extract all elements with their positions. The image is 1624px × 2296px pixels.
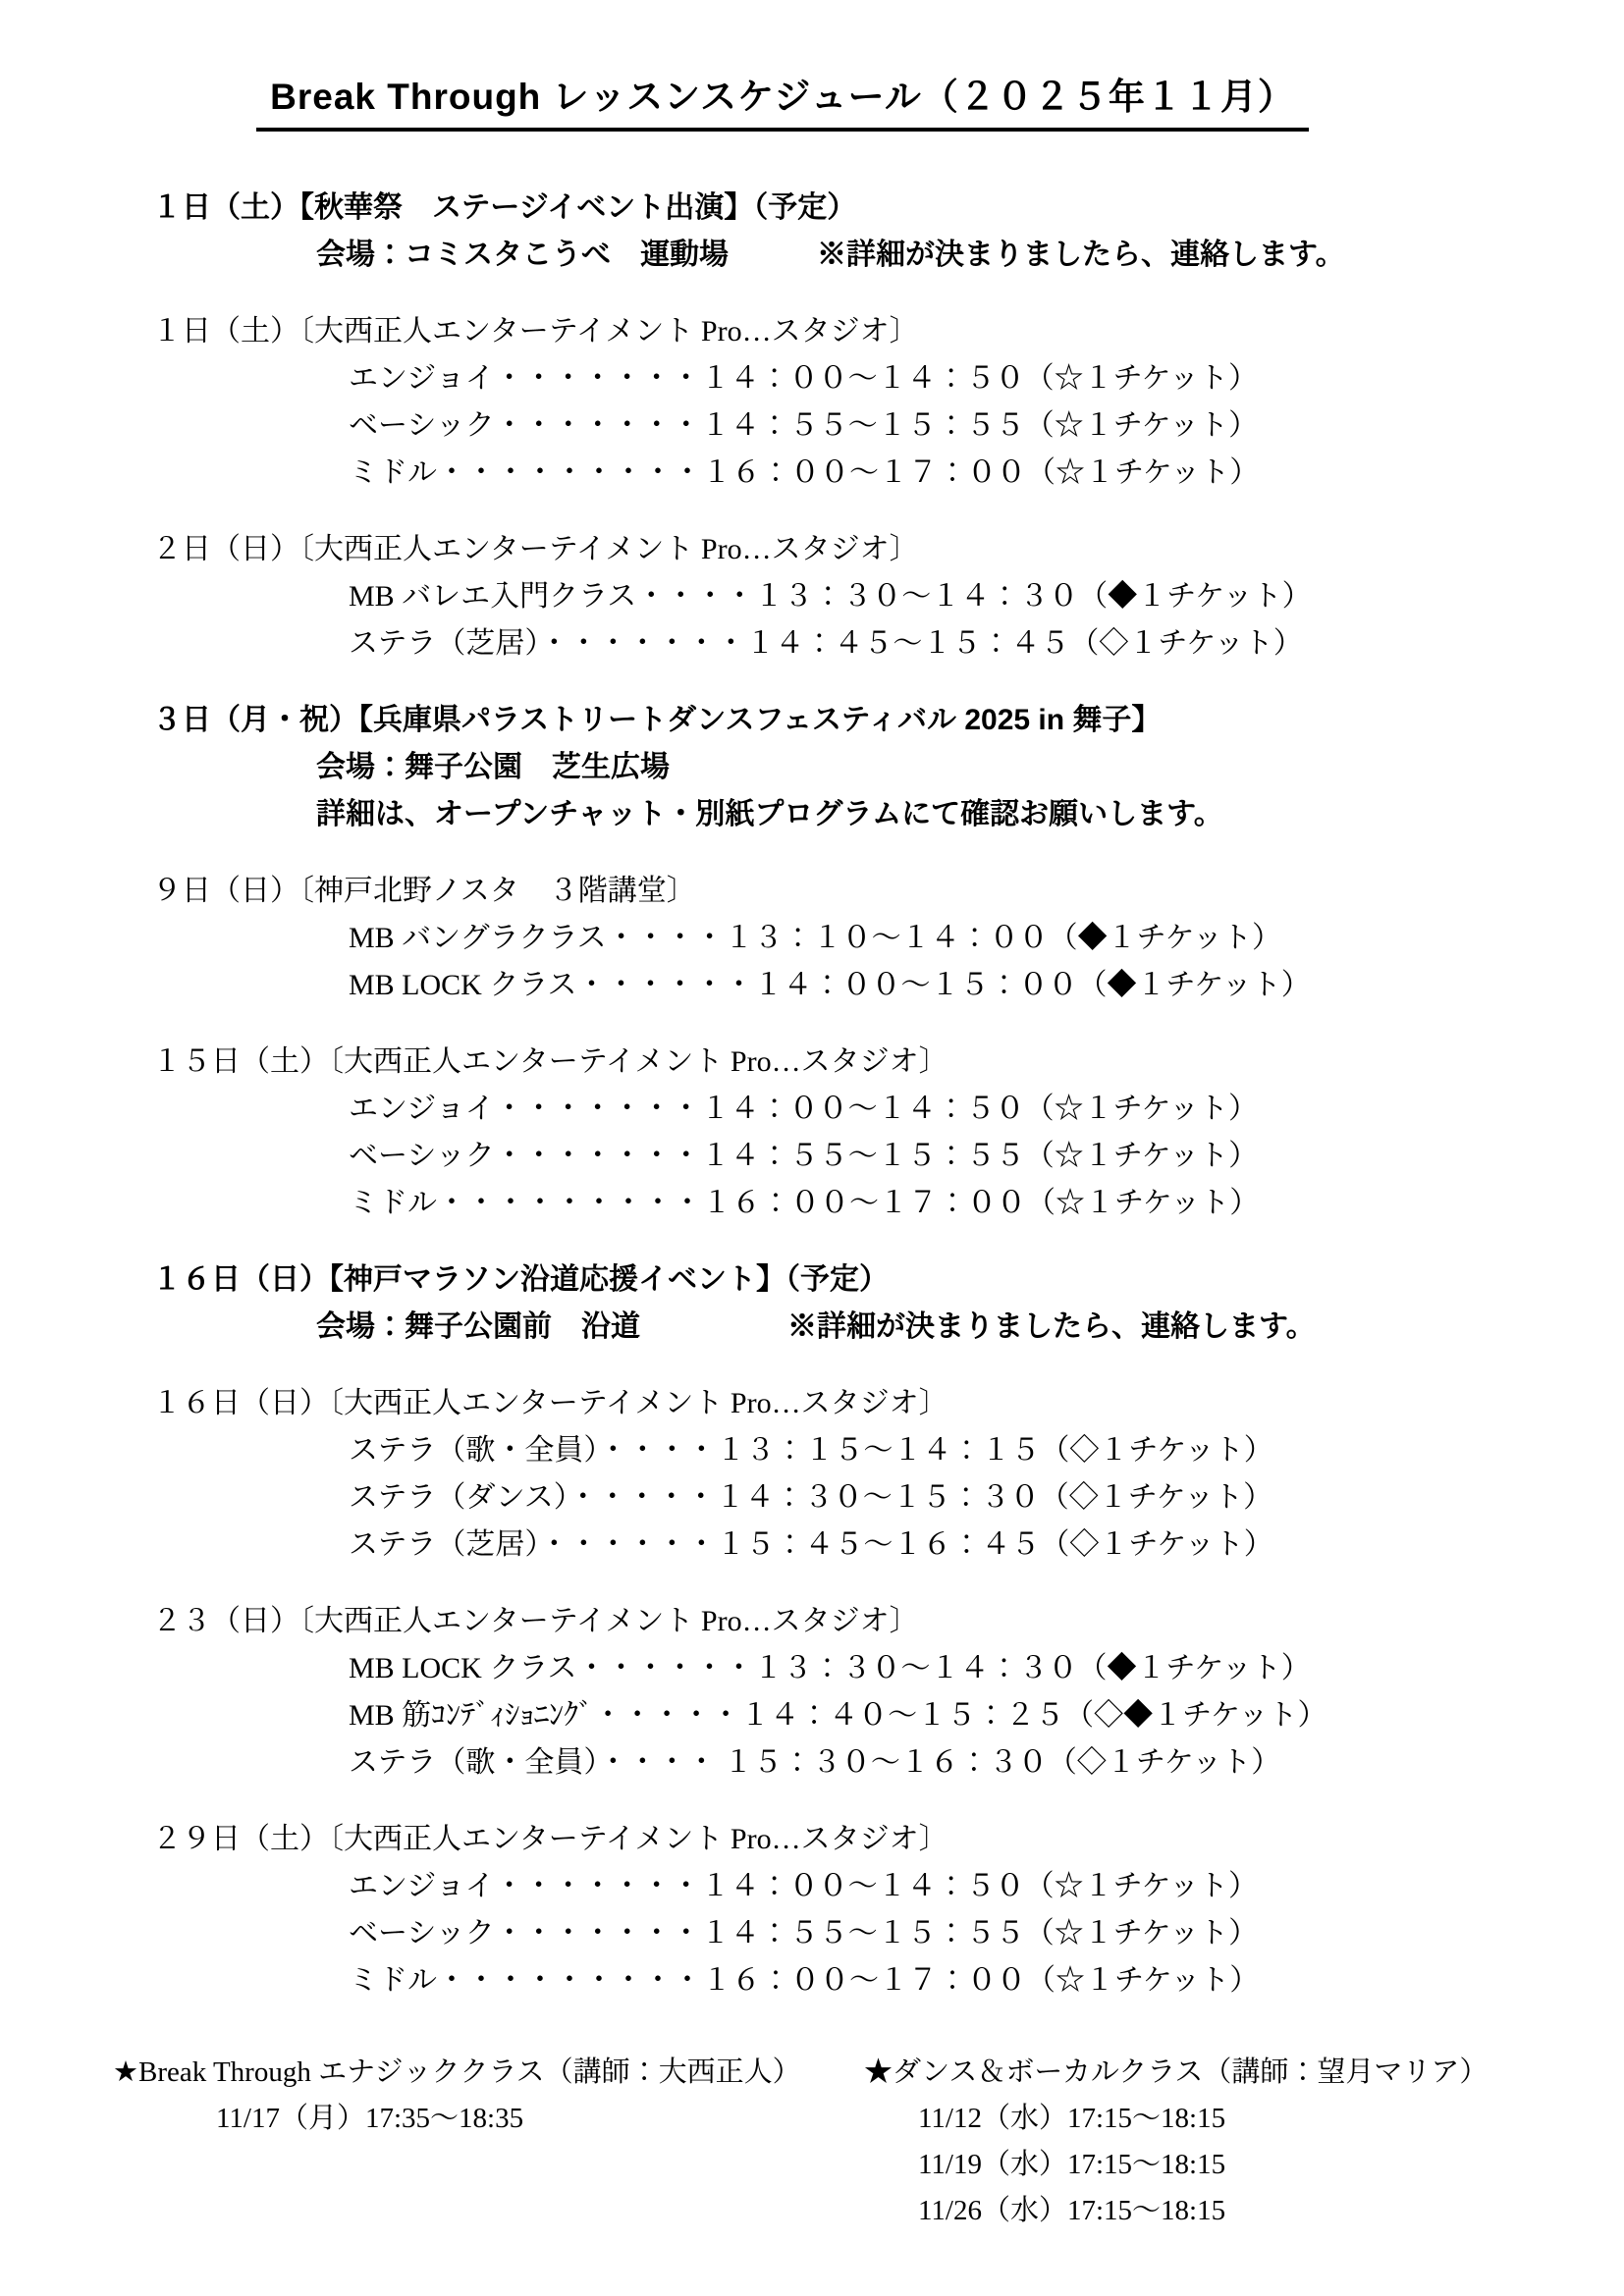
class-line: ベーシック・・・・・・・１４：５５～１５：５５（☆１チケット） bbox=[349, 409, 1259, 442]
schedule-body bbox=[0, 185, 1565, 2004]
footer-time: 11/12（水）17:15～18:15 bbox=[918, 2103, 1226, 2134]
class-line: ベーシック・・・・・・・１４：５５～１５：５５（☆１チケット） bbox=[349, 1917, 1259, 1949]
section-heading: １５日（土）〔大西正人エンターテイメント Pro…スタジオ〕 bbox=[152, 1045, 948, 1078]
schedule-section-day1-studio bbox=[0, 308, 1565, 497]
section-heading: ２日（日）〔大西正人エンターテイメント Pro…スタジオ〕 bbox=[152, 533, 919, 565]
regular-classes-footer bbox=[113, 2050, 1565, 2234]
section-heading: １６日（日）【神戸マラソン沿道応援イベント】（予定） bbox=[152, 1263, 889, 1296]
schedule-section-day9-nosta bbox=[0, 868, 1565, 1009]
venue-line: 会場：舞子公園 芝生広場 bbox=[316, 751, 670, 783]
footer-energic-class bbox=[113, 2050, 864, 2234]
footer-time: 11/17（月）17:35～18:35 bbox=[216, 2103, 524, 2134]
schedule-section-day15-studio bbox=[0, 1039, 1565, 1227]
section-heading: １６日（日）〔大西正人エンターテイメント Pro…スタジオ〕 bbox=[152, 1387, 948, 1419]
class-line: エンジョイ・・・・・・・１４：００～１４：５０（☆１チケット） bbox=[349, 362, 1258, 395]
page-title: Break Through レッスンスケジュール（２０２５年１１月） bbox=[256, 67, 1309, 132]
class-line: ステラ（芝居）・・・・・・１５：４５～１６：４５（◇１チケット） bbox=[349, 1528, 1273, 1561]
venue-line: 会場：舞子公園前 沿道 ※詳細が決まりましたら、連絡します。 bbox=[316, 1310, 1316, 1343]
section-heading: ２３（日）〔大西正人エンターテイメント Pro…スタジオ〕 bbox=[152, 1605, 919, 1637]
class-line: MB LOCK クラス・・・・・・１４：００～１５：００（◆１チケット） bbox=[349, 969, 1311, 1001]
class-line: ミドル・・・・・・・・・１６：００～１７：００（☆１チケット） bbox=[349, 1964, 1260, 1997]
footer-heading-energic: ★Break Through エナジッククラス（講師：大西正人） bbox=[113, 2056, 801, 2088]
class-line: ステラ（芝居）・・・・・・・１４：４５～１５：４５（◇１チケット） bbox=[349, 627, 1303, 660]
schedule-section-day23-studio bbox=[0, 1598, 1565, 1787]
schedule-section-day2-studio bbox=[0, 526, 1565, 667]
class-line: ミドル・・・・・・・・・１６：００～１７：００（☆１チケット） bbox=[349, 456, 1260, 489]
section-heading: ３日（月・祝）【兵庫県パラストリートダンスフェスティバル 2025 in 舞子】 bbox=[152, 704, 1162, 736]
schedule-section-marathon bbox=[0, 1256, 1565, 1351]
schedule-section-day29-studio bbox=[0, 1816, 1565, 2004]
note-line: 詳細は、オープンチャット・別紙プログラムにて確認お願いします。 bbox=[316, 798, 1223, 830]
title-row bbox=[0, 67, 1565, 132]
class-line: ベーシック・・・・・・・１４：５５～１５：５５（☆１チケット） bbox=[349, 1140, 1259, 1172]
footer-time: 11/19（水）17:15～18:15 bbox=[918, 2149, 1226, 2180]
footer-heading-dance-vocal: ★ダンス＆ボーカルクラス（講師：望月マリア） bbox=[864, 2056, 1489, 2088]
class-line: MB バレエ入門クラス・・・・１３：３０～１４：３０（◆１チケット） bbox=[349, 580, 1312, 613]
schedule-section-para-festival bbox=[0, 697, 1565, 838]
section-heading: ２９日（土）〔大西正人エンターテイメント Pro…スタジオ〕 bbox=[152, 1823, 948, 1855]
class-line: MB バングラクラス・・・・１３：１０～１４：００（◆１チケット） bbox=[349, 922, 1281, 954]
class-line: ステラ（ダンス）・・・・・１４：３０～１５：３０（◇１チケット） bbox=[349, 1481, 1273, 1514]
class-line: ミドル・・・・・・・・・１６：００～１７：００（☆１チケット） bbox=[349, 1187, 1260, 1219]
schedule-section-day16-studio bbox=[0, 1380, 1565, 1569]
section-heading: １日（土）〔大西正人エンターテイメント Pro…スタジオ〕 bbox=[152, 315, 919, 347]
class-line: MB LOCK クラス・・・・・・１３：３０～１４：３０（◆１チケット） bbox=[349, 1652, 1311, 1684]
class-line: ステラ（歌・全員）・・・・ １５：３０～１６：３０（◇１チケット） bbox=[349, 1746, 1281, 1779]
section-heading: ９日（日）〔神戸北野ノスタ ３階講堂〕 bbox=[152, 875, 696, 907]
schedule-section-akikasai bbox=[0, 185, 1565, 279]
footer-dance-vocal-class bbox=[864, 2050, 1565, 2234]
class-line: MB 筋ｺﾝﾃﾞｨｼｮﾆﾝｸﾞ・・・・・１４：４０～１５：２５（◇◆１チケット） bbox=[349, 1699, 1327, 1732]
section-heading: １日（土）【秋華祭 ステージイベント出演】（予定） bbox=[152, 191, 857, 224]
class-line: ステラ（歌・全員）・・・・１３：１５～１４：１５（◇１チケット） bbox=[349, 1434, 1273, 1467]
class-line: エンジョイ・・・・・・・１４：００～１４：５０（☆１チケット） bbox=[349, 1870, 1258, 1902]
class-line: エンジョイ・・・・・・・１４：００～１４：５０（☆１チケット） bbox=[349, 1093, 1258, 1125]
venue-line: 会場：コミスタこうべ 運動場 ※詳細が決まりましたら、連絡します。 bbox=[316, 239, 1345, 271]
footer-time: 11/26（水）17:15～18:15 bbox=[918, 2195, 1226, 2226]
